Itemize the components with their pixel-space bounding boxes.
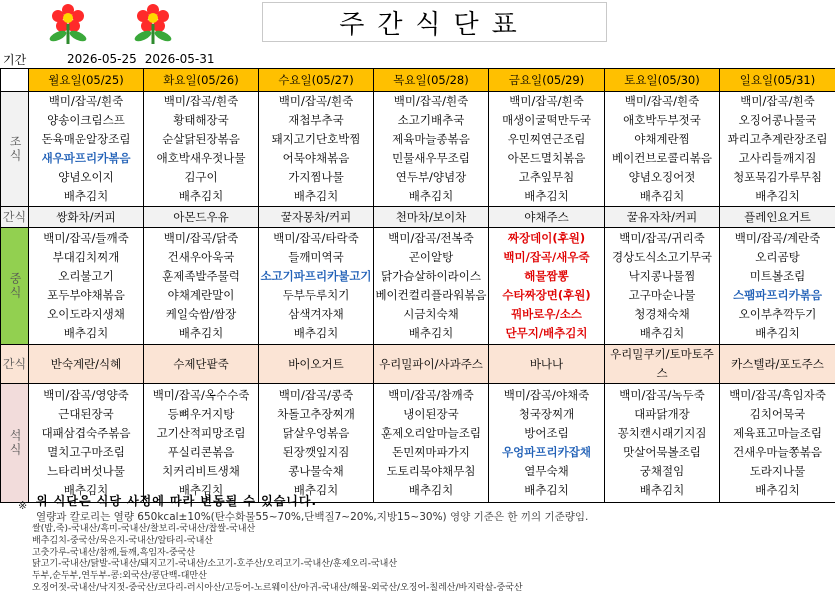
- snack-label: 간식: [2, 209, 27, 224]
- menu-item: 순살닭된장볶음: [162, 132, 240, 146]
- dinner-day-cell: [720, 384, 835, 503]
- menu-item: 우민찌연근조림: [507, 132, 586, 146]
- menu-item: 매생이굴떡만두국: [502, 113, 591, 127]
- menu-item: 백미/잡곡/흰죽: [163, 94, 239, 108]
- menu-item: 배추김치: [63, 483, 109, 497]
- menu-item: 배추김치: [755, 189, 800, 203]
- breakfast-day-cell: [144, 92, 259, 207]
- breakfast-label-cell: [1, 92, 29, 207]
- menu-item: 배추김치: [524, 483, 569, 497]
- menu-item: 오징어콩나물국: [738, 113, 817, 127]
- origin-line: 닭고기-국내산/닭발-국내산/돼지고기-국내산/소고기-호주산/오리고기-국내산/훈제오리-국내산: [32, 559, 398, 570]
- menu-item: 백미/잡곡/닭죽: [163, 231, 239, 245]
- menu-item: 대패삼겹숙주볶음: [41, 426, 131, 440]
- menu-item: 백미/잡곡/야채죽: [503, 388, 590, 402]
- menu-item: 청국장찌개: [518, 407, 575, 421]
- menu-item: 백미/잡곡/흰죽: [740, 94, 815, 108]
- menu-item: 경상도식소고기무국: [612, 250, 712, 264]
- period-end: 2026-05-31: [144, 52, 215, 66]
- menu-item: 닭가슴살하이라이스: [381, 269, 481, 283]
- menu-item: 백미/잡곡/참깨죽: [388, 388, 474, 402]
- menu-item: 근대된장국: [58, 407, 114, 421]
- menu-item: 스팸파프리카볶음: [733, 288, 822, 302]
- origin-line: 배추김치-중국산/묵은지-국내산/알타리-국내산: [32, 535, 213, 546]
- snack-item: 꿀유자차/커피: [605, 207, 720, 228]
- origin-list: [32, 524, 523, 595]
- notice-line-1: 위 식단은 식당 사정에 따라 변동될 수 있습니다.: [36, 494, 318, 508]
- menu-item: 된장깻잎지짐: [282, 445, 350, 459]
- menu-item: 꽈리고추계란장조림: [727, 132, 828, 146]
- menu-item: 베이컨브로콜리볶음: [612, 151, 712, 165]
- period-start: 2026-05-25: [67, 52, 137, 66]
- menu-item: 훈제오리알마늘조림: [381, 426, 481, 440]
- menu-item: 양념오징어젓: [628, 170, 696, 184]
- menu-item: 김치어묵국: [749, 407, 806, 421]
- menu-item: 들깨미역국: [288, 250, 344, 264]
- menu-item: 냉이된장국: [403, 407, 459, 421]
- menu-item: 수타짜장면(후원): [502, 288, 591, 302]
- menu-item: 낙지콩나물찜: [628, 269, 696, 283]
- lunch-day-cell: [259, 228, 374, 345]
- menu-item: 멸치고구마조림: [47, 445, 125, 459]
- lunch-day-cell: [489, 228, 605, 345]
- menu-item: 야채계란찜: [634, 132, 690, 146]
- menu-item: 포두부야채볶음: [47, 288, 125, 302]
- menu-item: 삼색겨자채: [288, 307, 344, 321]
- page-title-box: [262, 2, 607, 42]
- menu-item: 새우파프리카볶음: [41, 151, 131, 165]
- menu-item: 백미/잡곡/타락죽: [273, 231, 359, 245]
- menu-item: 고추잎무침: [518, 170, 575, 184]
- breakfast-day-cell: [29, 92, 144, 207]
- breakfast-day-cell: [489, 92, 605, 207]
- period-label: 기간: [3, 52, 27, 67]
- menu-item: 베이컨컬리플라워볶음: [375, 288, 487, 302]
- menu-item: 배추김치: [639, 483, 685, 497]
- menu-item: 배추김치: [293, 189, 339, 203]
- menu-item: 배추김치: [755, 483, 800, 497]
- menu-item: 닭살우엉볶음: [282, 426, 350, 440]
- menu-item: 시금치숙채: [403, 307, 459, 321]
- menu-item: 건새우아욱국: [167, 250, 235, 264]
- dinner-day-cell: [259, 384, 374, 503]
- origin-line: 고춧가루-국내산/참깨,들깨,흑임자-중국산: [32, 547, 196, 558]
- menu-item: 치커리비트생채: [162, 464, 240, 478]
- menu-item: 백미/잡곡/콩죽: [278, 388, 354, 402]
- menu-item: 오리불고기: [58, 269, 114, 283]
- day-header: 목요일(05/28): [374, 69, 489, 92]
- menu-item: 제육표고마늘조림: [733, 426, 822, 440]
- menu-item: 백미/잡곡/흑임자죽: [729, 388, 826, 402]
- menu-item: 배추김치: [178, 326, 224, 340]
- menu-item: 양념오이지: [58, 170, 114, 184]
- menu-item: 꿔바로우/소스: [511, 307, 582, 321]
- snack-item: 쌍화차/커피: [29, 207, 144, 228]
- menu-item: 열무숙채: [524, 464, 569, 478]
- dinner-day-cell: [29, 384, 144, 503]
- snack-item: 바이오거트: [259, 345, 374, 384]
- menu-item: 꽁치캔시래기지짐: [617, 426, 707, 440]
- menu-item: 애호박새우젓나물: [156, 151, 246, 165]
- menu-item: 백미/잡곡/영양죽: [43, 388, 129, 402]
- origin-line: 두부,순두부,연두부-콩:외국산/콩단백-대만산: [32, 571, 207, 582]
- header: [0, 0, 835, 48]
- day-header: 월요일(05/25): [29, 69, 144, 92]
- menu-item: 도라지나물: [749, 464, 806, 478]
- snack2-row: [1, 345, 835, 384]
- page-title: 주간식단표: [339, 9, 530, 40]
- corner-cell: [1, 69, 29, 92]
- lunch-label-cell: [1, 228, 29, 345]
- breakfast-row: [1, 92, 835, 207]
- day-header: 수요일(05/27): [259, 69, 374, 92]
- menu-item: 백미/잡곡/새우죽: [503, 250, 590, 264]
- dinner-day-cell: [605, 384, 720, 503]
- menu-item: 단무지/배추김치: [505, 326, 588, 340]
- menu-item: 배추김치: [293, 326, 339, 340]
- dinner-label-cell: [1, 384, 29, 503]
- lunch-day-cell: [720, 228, 835, 345]
- menu-item: 어묵야채볶음: [282, 151, 350, 165]
- menu-item: 배추김치: [408, 326, 454, 340]
- menu-item: 백미/잡곡/흰죽: [48, 94, 124, 108]
- menu-item: 배추김치: [63, 326, 109, 340]
- menu-item: 백미/잡곡/옥수수죽: [152, 388, 250, 402]
- menu-item: 콩나물숙채: [288, 464, 344, 478]
- menu-item: 민물새우무조림: [392, 151, 470, 165]
- menu-item: 소고기배추국: [397, 113, 465, 127]
- menu-item: 맛살어묵볼조림: [623, 445, 701, 459]
- snack-item: 천마차/보이차: [374, 207, 489, 228]
- menu-item: 배추김치: [293, 483, 339, 497]
- menu-item: 케일숙쌈/쌈장: [165, 307, 237, 321]
- lunch-day-cell: [374, 228, 489, 345]
- menu-item: 궁채절임: [639, 464, 685, 478]
- dinner-day-cell: [489, 384, 605, 503]
- menu-item: 차돌고추장찌개: [277, 407, 355, 421]
- menu-item: 배추김치: [639, 326, 685, 340]
- snack-item: 카스텔라/포도주스: [720, 345, 835, 384]
- menu-item: 소고기파프리카불고기: [260, 269, 372, 283]
- menu-item: 백미/잡곡/흰죽: [509, 94, 584, 108]
- menu-item: 미트볼조림: [749, 269, 806, 283]
- menu-item: 건새우마늘쫑볶음: [733, 445, 822, 459]
- breakfast-day-cell: [259, 92, 374, 207]
- period-row: [0, 50, 215, 68]
- menu-item: 고구마순나물: [628, 288, 696, 302]
- menu-item: 푸실리콘볶음: [167, 445, 235, 459]
- day-header: 일요일(05/31): [720, 69, 835, 92]
- dinner-day-cell: [374, 384, 489, 503]
- menu-item: 백미/잡곡/전복죽: [388, 231, 474, 245]
- lunch-day-cell: [605, 228, 720, 345]
- day-header-row: [1, 69, 835, 92]
- menu-item: 황태해장국: [173, 113, 229, 127]
- menu-item: 배추김치: [408, 483, 454, 497]
- menu-item: 김구이: [184, 170, 218, 184]
- snack-item: 야채주스: [489, 207, 605, 228]
- menu-item: 오이도라지생채: [47, 307, 125, 321]
- menu-table: [0, 68, 835, 503]
- menu-item: 청포묵김가루무침: [733, 170, 822, 184]
- menu-item: 돈육매운알장조림: [41, 132, 131, 146]
- dinner-row: [1, 384, 835, 503]
- menu-item: 느타리버섯나물: [47, 464, 125, 478]
- snack-item: 수제단팥죽: [144, 345, 259, 384]
- day-header: 토요일(05/30): [605, 69, 720, 92]
- breakfast-day-cell: [720, 92, 835, 207]
- menu-item: 제육마늘종볶음: [392, 132, 470, 146]
- day-header: 화요일(05/26): [144, 69, 259, 92]
- menu-item: 배추김치: [639, 189, 685, 203]
- menu-item: 백미/잡곡/흰죽: [393, 94, 469, 108]
- note-mark: ※: [18, 499, 28, 512]
- menu-item: 돼지고기단호박찜: [271, 132, 361, 146]
- menu-item: 두부두루치기: [282, 288, 350, 302]
- snack-item: 우리밀쿠키/토마토주스: [605, 345, 720, 384]
- menu-item: 배추김치: [63, 189, 109, 203]
- menu-item: 부대김치찌개: [52, 250, 120, 264]
- menu-item: 배추김치: [178, 189, 224, 203]
- snack-item: 플레인요거트: [720, 207, 835, 228]
- menu-item: 가지찜나물: [288, 170, 344, 184]
- menu-item: 등뼈우거지탕: [167, 407, 235, 421]
- snack1-row: [1, 207, 835, 228]
- menu-item: 양송이크림스프: [47, 113, 125, 127]
- menu-item: 재첩부추국: [288, 113, 344, 127]
- origin-line: 쌀(밥,죽)-국내산/흑미-국내산/찰보리-국내산/찹쌀-국내산: [32, 524, 256, 534]
- menu-item: 해물짬뽕: [524, 269, 569, 283]
- lunch-label: 중식: [8, 272, 22, 300]
- day-header: 금요일(05/29): [489, 69, 605, 92]
- menu-item: 야채계란말이: [167, 288, 235, 302]
- menu-item: 배추김치: [178, 483, 224, 497]
- menu-item: 청경채숙채: [634, 307, 690, 321]
- flower-icon: [30, 2, 195, 44]
- menu-item: 백미/잡곡/귀리죽: [619, 231, 705, 245]
- menu-item: 백미/잡곡/흰죽: [624, 94, 700, 108]
- menu-item: 고사리들깨지짐: [738, 151, 817, 165]
- origin-line: 오징어젓-국내산/낙지젓-중국산/코다리-러시아산/고등어-노르웨이산/아귀-국내산/해물-외국산/오징어-칠레산/바지락살-중국산: [32, 582, 523, 593]
- menu-item: 백미/잡곡/녹두죽: [619, 388, 705, 402]
- notice-line-2: 열량과 칼로리는 열량 650kcal±10%(탄수화물55~70%,단백질7~20%,지방15~30%) 영양 기준은 한 끼의 기준량임.: [36, 511, 589, 523]
- breakfast-day-cell: [374, 92, 489, 207]
- menu-item: 백미/잡곡/계란죽: [734, 231, 821, 245]
- dinner-label: 석식: [8, 429, 22, 457]
- snack1-label-cell: [1, 207, 29, 228]
- menu-item: 방어조림: [524, 426, 569, 440]
- menu-item: 돈민찌마파가지: [392, 445, 470, 459]
- menu-item: 애호박두부젓국: [623, 113, 701, 127]
- menu-item: 고기산적피망조림: [156, 426, 246, 440]
- lunch-day-cell: [29, 228, 144, 345]
- menu-item: 백미/잡곡/들깨죽: [43, 231, 129, 245]
- snack-item: 우리밀파이/사과주스: [374, 345, 489, 384]
- menu-item: 오리곰탕: [755, 250, 800, 264]
- menu-item: 배추김치: [524, 189, 569, 203]
- menu-item: 우엉파프리카잡채: [502, 445, 591, 459]
- snack-item: 바나나: [489, 345, 605, 384]
- menu-item: 대파닭개장: [634, 407, 690, 421]
- menu-item: 곤이알탕: [408, 250, 454, 264]
- menu-item: 아몬드멸치볶음: [507, 151, 586, 165]
- snack-item: 아몬드우유: [144, 207, 259, 228]
- menu-item: 백미/잡곡/흰죽: [278, 94, 354, 108]
- menu-item: 오이부추깍두기: [738, 307, 817, 321]
- menu-item: 연두부/양념장: [395, 170, 467, 184]
- menu-item: 배추김치: [755, 326, 800, 340]
- menu-item: 짜장데이(후원): [507, 231, 586, 245]
- breakfast-day-cell: [605, 92, 720, 207]
- breakfast-label: 조식: [8, 135, 22, 163]
- snack2-label-cell: [1, 345, 29, 384]
- menu-item: 훈제족발주물럭: [162, 269, 240, 283]
- lunch-row: [1, 228, 835, 345]
- dinner-day-cell: [144, 384, 259, 503]
- menu-item: 배추김치: [408, 189, 454, 203]
- snack-label: 간식: [2, 356, 27, 371]
- lunch-day-cell: [144, 228, 259, 345]
- snack-item: 꿀자몽차/커피: [259, 207, 374, 228]
- snack-item: 반숙계란/식혜: [29, 345, 144, 384]
- menu-item: 도토리묵야채무침: [386, 464, 476, 478]
